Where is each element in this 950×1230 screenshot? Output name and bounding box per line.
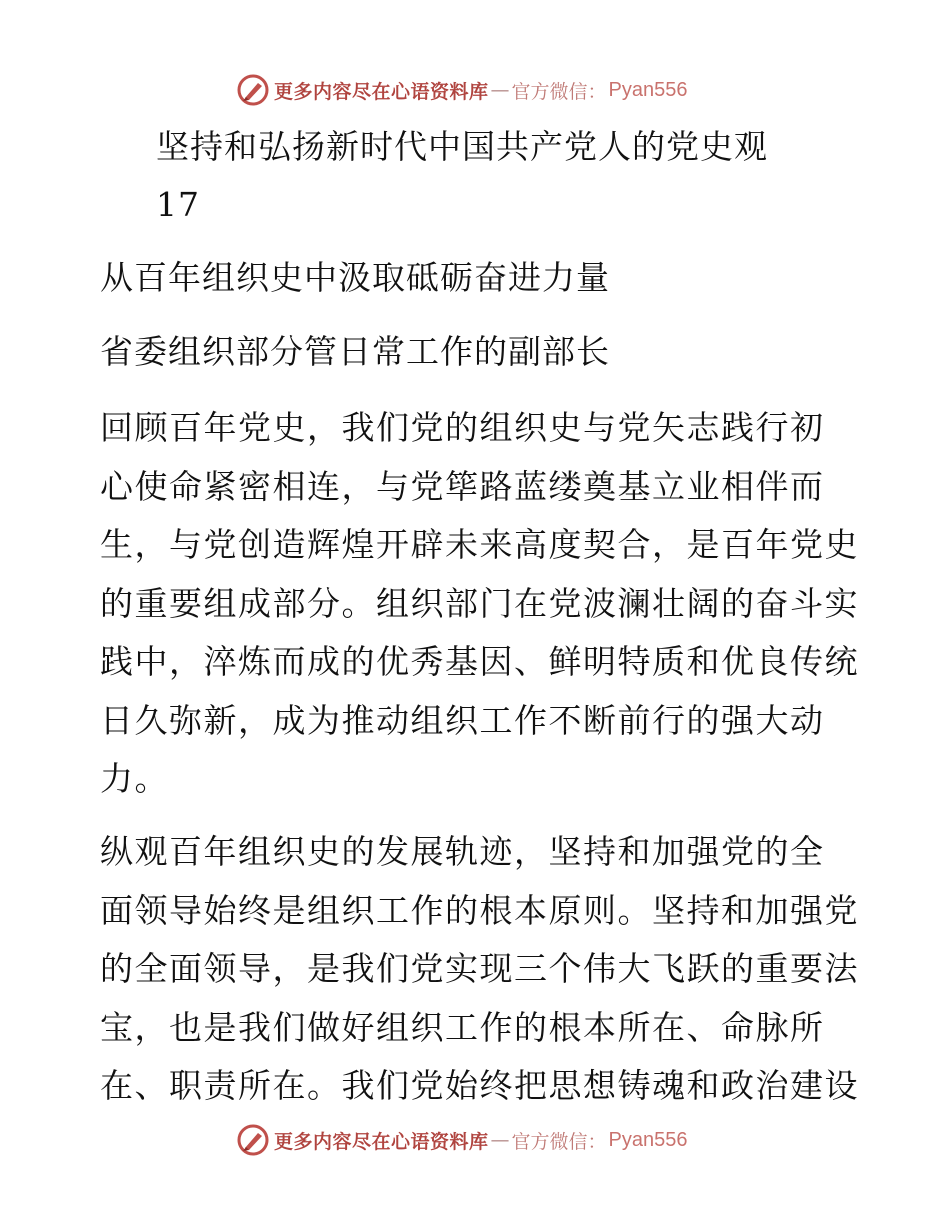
watermark-official-label: 官方微信： [511, 1130, 607, 1153]
paragraph-line: 在、职责所在。我们党始终把思想铸魂和政治建设 [100, 1066, 859, 1105]
watermark-separator: — [490, 79, 510, 101]
watermark-separator: — [490, 1129, 510, 1151]
pen-logo-icon [236, 73, 270, 107]
document-subtitle: 从百年组织史中汲取砥砺奋进力量 [100, 258, 610, 297]
header-watermark [236, 72, 688, 108]
paragraph-1 [100, 399, 860, 809]
watermark-wechat-id: Pyan556 [608, 78, 688, 101]
document-title-number: 17 [156, 185, 200, 224]
paragraph-line: 面领导始终是组织工作的根本原则。坚持和加强党 [100, 890, 859, 930]
paragraph-line: 纵观百年组织史的发展轨迹，坚持和加强党的全 [100, 832, 825, 871]
pen-logo-icon [236, 1123, 270, 1157]
footer-watermark [236, 1122, 688, 1158]
watermark-official-label: 官方微信： [511, 80, 607, 103]
paragraph-line: 力。 [100, 759, 169, 798]
watermark-text: 更多内容尽在心语资料库 [274, 1130, 489, 1153]
document-title: 坚持和弘扬新时代中国共产党人的党史观 [156, 127, 768, 166]
paragraph-line: 践中，淬炼而成的优秀基因、鲜明特质和优良传统 [100, 642, 859, 681]
paragraph-line: 日久弥新，成为推动组织工作不断前行的强大动 [100, 700, 825, 740]
paragraph-line: 回顾百年党史，我们党的组织史与党矢志践行初 [100, 408, 825, 447]
document-author: 省委组织部分管日常工作的副部长 [100, 332, 610, 371]
paragraph-line: 心使命紧密相连，与党筚路蓝缕奠基立业相伴而 [100, 466, 825, 506]
paragraph-line: 宝，也是我们做好组织工作的根本所在、命脉所 [100, 1007, 825, 1047]
paragraph-line: 生，与党创造辉煌开辟未来高度契合，是百年党史 [100, 525, 859, 564]
paragraph-line: 的全面领导，是我们党实现三个伟大飞跃的重要法 [100, 949, 859, 988]
watermark-wechat-id: Pyan556 [608, 1128, 688, 1151]
paragraph-2 [100, 823, 860, 1116]
paragraph-line: 的重要组成部分。组织部门在党波澜壮阔的奋斗实 [100, 583, 859, 623]
watermark-text: 更多内容尽在心语资料库 [274, 80, 489, 103]
